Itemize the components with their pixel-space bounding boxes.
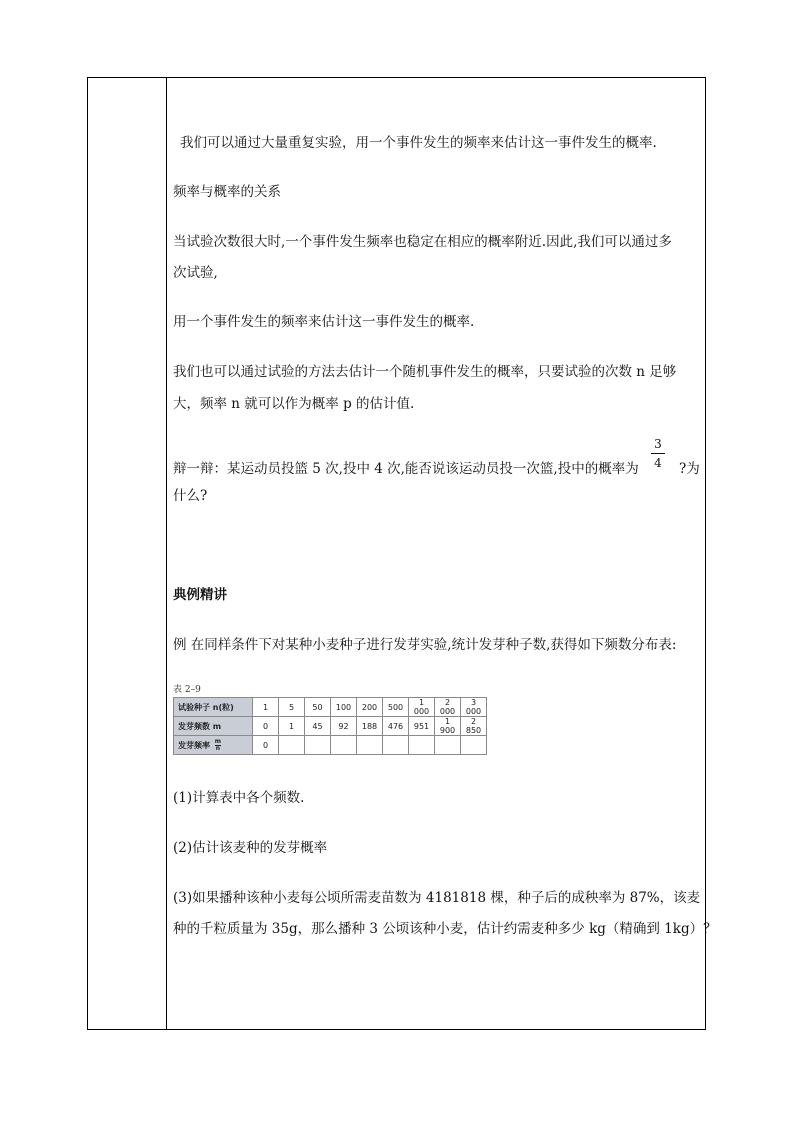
table-cell: 1 xyxy=(253,698,279,717)
table-cell: 100 xyxy=(331,698,357,717)
table-cell: 5 xyxy=(279,698,305,717)
table-cell xyxy=(357,736,383,755)
question-2: (2)估计该麦种的发芽概率 xyxy=(173,840,328,856)
paragraph-6-line-2: 什么? xyxy=(173,488,208,504)
fraction-denominator: 4 xyxy=(654,456,662,470)
table-cell: 200 xyxy=(357,698,383,717)
table-cell: 2 000 xyxy=(435,698,461,717)
fraction-numerator: 3 xyxy=(654,437,662,451)
m-over-n-fraction xyxy=(215,739,221,752)
table-cell xyxy=(383,736,409,755)
table-cell xyxy=(331,736,357,755)
table-row xyxy=(174,717,487,736)
paragraph-2: 频率与概率的关系 xyxy=(173,184,281,200)
table-cell: 3 000 xyxy=(461,698,487,717)
row-header xyxy=(174,736,253,755)
table-cell: 1 900 xyxy=(435,717,461,736)
paragraph-5-line-2: 大，频率 n 就可以作为概率 p 的估计值. xyxy=(173,396,415,412)
section-title: 典例精讲 xyxy=(173,587,227,603)
table-cell: 50 xyxy=(305,698,331,717)
fraction-denominator: n xyxy=(215,744,221,752)
paragraph-1: 我们可以通过大量重复实验，用一个事件发生的频率来估计这一事件发生的概率. xyxy=(180,135,657,151)
table-caption: 表 2–9 xyxy=(173,685,201,695)
example-intro: 例 在同样条件下对某种小麦种子进行发芽实验,统计发芽种子数,获得如下频数分布表: xyxy=(173,637,677,653)
table-cell xyxy=(461,736,487,755)
fraction-three-quarters xyxy=(651,437,665,470)
table-row xyxy=(174,736,487,755)
paragraph-5-line-1: 我们也可以通过试验的方法去估计一个随机事件发生的概率，只要试验的次数 n 足够 xyxy=(173,364,677,380)
paragraph-3-line-1: 当试验次数很大时,一个事件发生频率也稳定在相应的概率附近.因此,我们可以通过多 xyxy=(173,234,672,250)
table-cell: 92 xyxy=(331,717,357,736)
table-cell: 476 xyxy=(383,717,409,736)
column-divider xyxy=(166,77,167,1030)
row-header: 发芽频数 m xyxy=(174,717,253,736)
table-cell: 1 xyxy=(279,717,305,736)
question-3-line-1: (3)如果播种该种小麦每公顷所需麦苗数为 4181818 棵，种子后的成秧率为 87%，该麦 xyxy=(173,890,701,906)
row-header-label: 发芽频率 xyxy=(178,740,210,750)
paragraph-6-line-1: 辩一辩：某运动员投篮 5 次,投中 4 次,能否说该运动员投一次篮,投中的概率为 xyxy=(173,461,639,477)
fraction-numerator: m xyxy=(214,737,222,745)
table-cell: 0 xyxy=(253,717,279,736)
table-cell xyxy=(305,736,331,755)
question-1: (1)计算表中各个频数. xyxy=(173,790,305,806)
table-cell: 1 000 xyxy=(409,698,435,717)
paragraph-4: 用一个事件发生的频率来估计这一事件发生的概率. xyxy=(173,314,475,330)
table-cell xyxy=(409,736,435,755)
paragraph-3-line-2: 次试验, xyxy=(173,265,218,281)
question-3-line-2: 种的千粒质量为 35g，那么播种 3 公顷该种小麦，估计约需麦种多少 kg（精确到 1kg）？ xyxy=(173,921,717,937)
table-cell: 45 xyxy=(305,717,331,736)
table-cell xyxy=(279,736,305,755)
fraction-bar xyxy=(651,453,665,454)
table-cell: 2 850 xyxy=(461,717,487,736)
table-cell: 951 xyxy=(409,717,435,736)
table-cell xyxy=(435,736,461,755)
table-cell: 188 xyxy=(357,717,383,736)
germination-table xyxy=(173,697,487,755)
table-cell: 500 xyxy=(383,698,409,717)
row-header: 试验种子 n(粒) xyxy=(174,698,253,717)
table-cell: 0 xyxy=(253,736,279,755)
table-row xyxy=(174,698,487,717)
paragraph-6-line-1-end: ?为 xyxy=(679,461,700,477)
